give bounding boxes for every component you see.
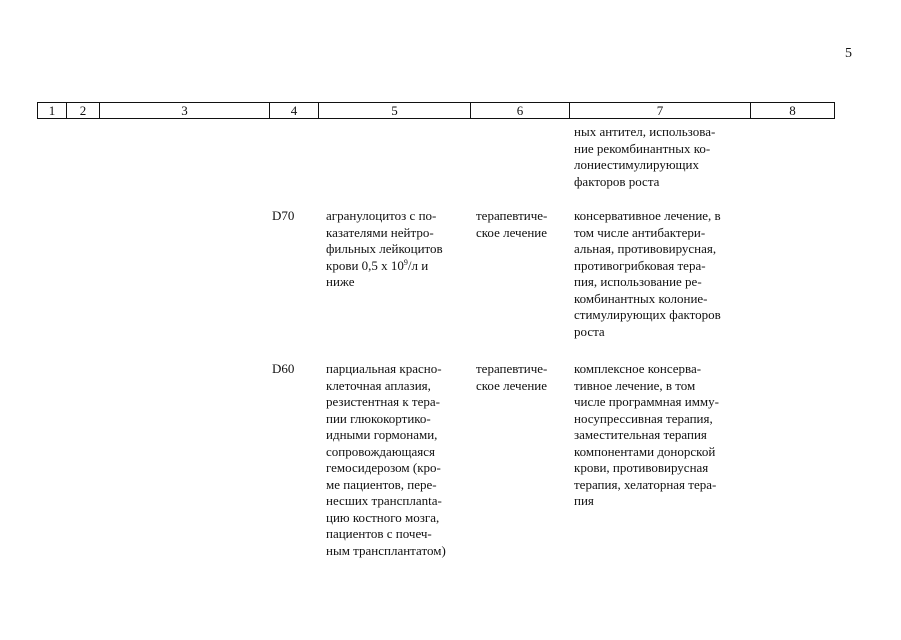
diagnosis-line: казателями нейтро- — [326, 224, 434, 240]
diagnosis-cell — [326, 208, 466, 291]
diagnosis-line: сопровождающаяся — [326, 443, 436, 459]
method-line: терапия, хелаторная тера- — [574, 476, 717, 492]
diagnosis-unit-text: /л и — [407, 257, 429, 273]
method-line: пия, использование ре- — [574, 274, 702, 289]
diagnosis-line: парциальная красно- — [326, 361, 442, 376]
header-cell-5: 5 — [319, 103, 471, 118]
method-line: тивное лечение, в том — [574, 377, 696, 393]
method-line: комбинантных колоние- — [574, 290, 708, 306]
diagnosis-line: резистентная к тера- — [326, 394, 440, 409]
diagnosis-line: несших трансплanta- — [326, 493, 442, 508]
method-cell — [574, 208, 746, 340]
method-line: противогрибковая тера- — [574, 257, 706, 273]
header-cell-4: 4 — [270, 103, 319, 118]
header-cell-6: 6 — [471, 103, 570, 118]
method-line: заместительная терапия — [574, 427, 707, 442]
method-line: числе программная имму- — [574, 394, 719, 409]
method-line: компонентами донорской — [574, 443, 716, 459]
treatment-type-line: ское лечение — [476, 377, 548, 393]
method-line: носупрессивная терапия, — [574, 410, 713, 426]
treatment-type-line: ское лечение — [476, 224, 548, 240]
header-cell-8: 8 — [789, 103, 796, 118]
diagnosis-cell — [326, 361, 466, 559]
method-cell — [574, 361, 746, 510]
diagnosis-line-with-exponent — [326, 258, 466, 275]
table-header-row — [37, 102, 835, 119]
code-cell: D70 — [272, 208, 295, 223]
method-line: стимулирующих факторов — [574, 307, 721, 322]
diagnosis-line: агранулоцитоз с по- — [326, 208, 437, 223]
diagnosis-base-text: крови 0,5 x 10 — [326, 257, 404, 273]
diagnosis-line: клеточная аплазия, — [326, 377, 431, 393]
method-line: консервативное лечение, в — [574, 208, 721, 223]
diagnosis-line: ниже — [326, 274, 355, 289]
header-cell-1: 1 — [38, 103, 67, 118]
method-line: ние рекомбинантных ко- — [574, 140, 711, 156]
diagnosis-line: фильных лейкоцитов — [326, 241, 443, 256]
method-line: лониестимулирующих — [574, 157, 700, 172]
diagnosis-line: гемосидерозом (кро- — [326, 460, 441, 475]
method-line: альная, противовирусная, — [574, 241, 717, 256]
treatment-type-cell — [476, 208, 566, 241]
diagnosis-line: идными гормонами, — [326, 427, 438, 442]
header-cell-7: 7 — [570, 103, 751, 118]
method-line: комплексное консерва- — [574, 361, 702, 376]
treatment-type-line: терапевтиче- — [476, 208, 548, 223]
method-line: крови, противовирусная — [574, 460, 709, 475]
treatment-type-cell — [476, 361, 566, 394]
method-line: том числе антибактери- — [574, 224, 706, 240]
diagnosis-line: цию костного мозга, — [326, 509, 440, 525]
diagnosis-line: пии глюкокортико- — [326, 410, 431, 426]
diagnosis-line: ным трансплантатом) — [326, 542, 446, 558]
method-line: пия — [574, 493, 594, 508]
method-line: факторов роста — [574, 173, 660, 189]
header-cell-3: 3 — [100, 103, 270, 118]
header-cell-2: 2 — [67, 103, 100, 118]
code-cell: D60 — [272, 361, 295, 376]
method-line: ных антител, использова- — [574, 124, 716, 139]
diagnosis-line: пациентов с почеч- — [326, 526, 432, 541]
continuation-method-cell — [574, 124, 746, 190]
page-number: 5 — [845, 46, 852, 61]
treatment-type-line: терапевтиче- — [476, 361, 548, 376]
diagnosis-exponent: 9 — [403, 257, 408, 267]
diagnosis-line: ме пациентов, пере- — [326, 476, 437, 492]
method-line: роста — [574, 323, 605, 339]
